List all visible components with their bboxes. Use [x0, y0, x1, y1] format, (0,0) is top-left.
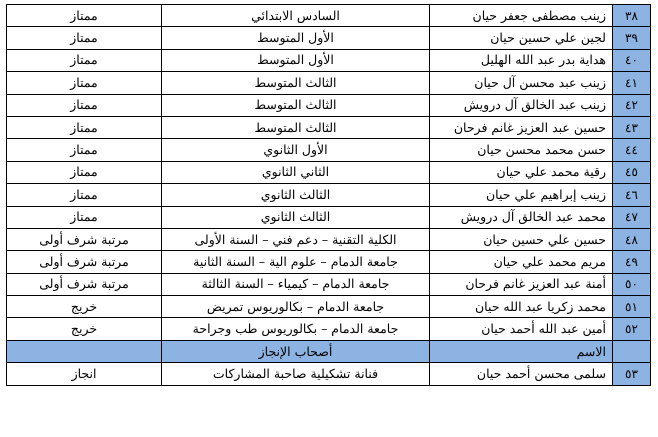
name-cell: زينب عبد محسن آل حيان — [430, 72, 613, 94]
table-row — [7, 27, 651, 49]
name-cell: أمين عبد الله أحمد حيان — [430, 318, 613, 340]
table-row — [7, 5, 651, 27]
name-cell: زينب عبد الخالق آل درويش — [430, 94, 613, 116]
table-row — [7, 139, 651, 161]
table-row — [7, 94, 651, 116]
level-cell: الأول الثانوي — [162, 139, 430, 161]
name-cell: محمد زكريا عبد الله حيان — [430, 296, 613, 318]
status-cell: مرتبة شرف أولى — [7, 273, 162, 295]
level-cell: الثالث المتوسط — [162, 94, 430, 116]
row-number-cell: ٥٢ — [613, 318, 651, 340]
header-status-cell — [7, 340, 162, 362]
status-cell: ممتاز — [7, 72, 162, 94]
status-cell: ممتاز — [7, 5, 162, 27]
status-cell: ممتاز — [7, 27, 162, 49]
name-cell: هداية بدر عبد الله الهليل — [430, 49, 613, 71]
row-number-cell: ٤٢ — [613, 94, 651, 116]
status-cell: ممتاز — [7, 184, 162, 206]
name-cell: حسين عبد العزيز غانم فرحان — [430, 116, 613, 138]
table-row — [7, 363, 651, 385]
level-cell: الأول المتوسط — [162, 49, 430, 71]
row-number-cell: ٣٨ — [613, 5, 651, 27]
level-cell: جامعة الدمام – كيمياء – السنة الثالثة — [162, 273, 430, 295]
header-name-cell: الاسم — [430, 340, 613, 362]
row-number-cell: ٤٨ — [613, 228, 651, 250]
row-number-cell: ٤٠ — [613, 49, 651, 71]
table-row — [7, 116, 651, 138]
level-cell: الثالث المتوسط — [162, 72, 430, 94]
name-cell: لجين علي حسين حيان — [430, 27, 613, 49]
status-cell: ممتاز — [7, 116, 162, 138]
row-number-cell: ٣٩ — [613, 27, 651, 49]
level-cell: جامعة الدمام – بكالوريوس تمريض — [162, 296, 430, 318]
status-cell: انجاز — [7, 363, 162, 385]
level-cell: الكلية التقنية – دعم فني – السنة الأولى — [162, 228, 430, 250]
level-cell: الثالث الثانوي — [162, 184, 430, 206]
table-row — [7, 273, 651, 295]
name-cell: مريم محمد علي حيان — [430, 251, 613, 273]
name-cell: حسين علي حسين حيان — [430, 228, 613, 250]
status-cell: ممتاز — [7, 94, 162, 116]
name-cell: زينب مصطفى جعفر حيان — [430, 5, 613, 27]
level-cell: جامعة الدمام – بكالوريوس طب وجراحة — [162, 318, 430, 340]
status-cell: خريج — [7, 318, 162, 340]
status-cell: مرتبة شرف أولى — [7, 251, 162, 273]
row-number-cell: ٤٩ — [613, 251, 651, 273]
status-cell: خريج — [7, 296, 162, 318]
header-num-cell — [613, 340, 651, 362]
row-number-cell: ٥٣ — [613, 363, 651, 385]
table-row — [7, 206, 651, 228]
row-number-cell: ٤٣ — [613, 116, 651, 138]
level-cell: الثالث المتوسط — [162, 116, 430, 138]
status-cell: ممتاز — [7, 161, 162, 183]
name-cell: محمد عبد الخالق آل درويش — [430, 206, 613, 228]
table-row — [7, 49, 651, 71]
table-row — [7, 251, 651, 273]
level-cell: الثاني الثانوي — [162, 161, 430, 183]
level-cell: جامعة الدمام – علوم الية – السنة الثانية — [162, 251, 430, 273]
status-cell: ممتاز — [7, 49, 162, 71]
table-row — [7, 318, 651, 340]
table-row — [7, 72, 651, 94]
section-header-row — [7, 340, 651, 362]
table-row — [7, 296, 651, 318]
row-number-cell: ٤١ — [613, 72, 651, 94]
level-cell: الثالث الثانوي — [162, 206, 430, 228]
name-cell: حسن محمد محسن حيان — [430, 139, 613, 161]
row-number-cell: ٤٦ — [613, 184, 651, 206]
status-cell: ممتاز — [7, 139, 162, 161]
row-number-cell: ٤٤ — [613, 139, 651, 161]
row-number-cell: ٤٧ — [613, 206, 651, 228]
name-cell: أمنة عبد العزيز غانم فرحان — [430, 273, 613, 295]
name-cell: سلمى محسن أحمد حيان — [430, 363, 613, 385]
level-cell: الأول المتوسط — [162, 27, 430, 49]
level-cell: فنانة تشكيلية صاحبة المشاركات — [162, 363, 430, 385]
status-cell: مرتبة شرف أولى — [7, 228, 162, 250]
name-cell: رقية محمد علي حيان — [430, 161, 613, 183]
table-row — [7, 184, 651, 206]
level-cell: السادس الابتدائي — [162, 5, 430, 27]
row-number-cell: ٤٥ — [613, 161, 651, 183]
table-body — [7, 5, 651, 386]
row-number-cell: ٥١ — [613, 296, 651, 318]
table-row — [7, 161, 651, 183]
status-cell: ممتاز — [7, 206, 162, 228]
header-level-cell: أصحاب الإنجاز — [162, 340, 430, 362]
honor-roll-table — [6, 4, 651, 386]
name-cell: زينب إبراهيم علي حيان — [430, 184, 613, 206]
row-number-cell: ٥٠ — [613, 273, 651, 295]
table-row — [7, 228, 651, 250]
